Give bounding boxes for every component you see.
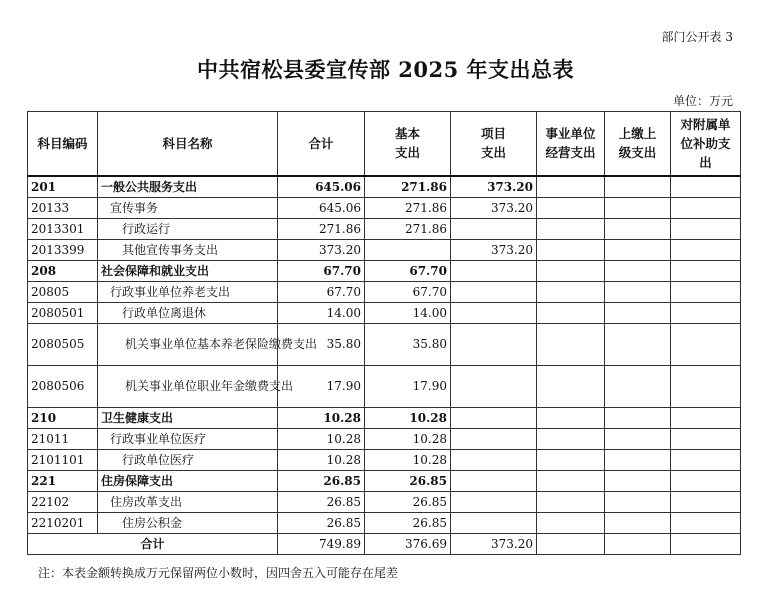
cell-upper: [605, 260, 671, 281]
header-total: 合计: [278, 112, 365, 176]
unit-label: 单位：万元: [672, 94, 733, 108]
cell-name: 社会保障和就业支出: [98, 260, 278, 281]
cell-name: 行政单位医疗: [98, 449, 278, 470]
cell-name: 行政单位离退休: [98, 302, 278, 323]
cell-basic: 14.00: [365, 302, 451, 323]
cell-total: 35.80: [278, 323, 365, 365]
header-code: 科目编码: [28, 112, 98, 176]
cell-upper: [605, 449, 671, 470]
cell-subsidy: [671, 470, 741, 491]
table-row: [28, 365, 741, 407]
cell-total: 10.28: [278, 428, 365, 449]
cell-total: 645.06: [278, 197, 365, 218]
cell-code: 2101101: [28, 449, 98, 470]
cell-subsidy: [671, 533, 741, 554]
cell-code: 2080505: [28, 323, 98, 365]
cell-basic: 26.85: [365, 491, 451, 512]
table-row: [28, 323, 741, 365]
cell-total: 17.90: [278, 365, 365, 407]
table-row: [28, 176, 741, 198]
cell-business: [537, 407, 605, 428]
cell-upper: [605, 197, 671, 218]
form-number: 部门公开表 3: [661, 30, 733, 44]
cell-upper: [605, 323, 671, 365]
cell-code: 201: [28, 176, 98, 198]
cell-subsidy: [671, 281, 741, 302]
cell-business: [537, 491, 605, 512]
cell-project: [451, 470, 537, 491]
cell-subsidy: [671, 428, 741, 449]
cell-business: [537, 281, 605, 302]
cell-code: 21011: [28, 428, 98, 449]
cell-subsidy: [671, 176, 741, 198]
cell-code: 22102: [28, 491, 98, 512]
cell-project: [451, 407, 537, 428]
cell-name: 行政事业单位养老支出: [98, 281, 278, 302]
cell-project: [451, 260, 537, 281]
table-body: [28, 176, 741, 555]
cell-project: [451, 302, 537, 323]
cell-project: [451, 491, 537, 512]
cell-total: 10.28: [278, 407, 365, 428]
cell-upper: [605, 365, 671, 407]
cell-business: [537, 218, 605, 239]
cell-name: 住房公积金: [98, 512, 278, 533]
cell-business: [537, 260, 605, 281]
cell-project: [451, 281, 537, 302]
cell-basic: 271.86: [365, 197, 451, 218]
cell-subsidy: [671, 197, 741, 218]
cell-code: 2080501: [28, 302, 98, 323]
cell-business: [537, 239, 605, 260]
cell-code: 210: [28, 407, 98, 428]
cell-name: 住房保障支出: [98, 470, 278, 491]
cell-basic: 35.80: [365, 323, 451, 365]
cell-code: 2080506: [28, 365, 98, 407]
cell-basic: [365, 239, 451, 260]
cell-basic: 271.86: [365, 176, 451, 198]
cell-subsidy: [671, 512, 741, 533]
table-row: [28, 281, 741, 302]
table-row: [28, 197, 741, 218]
cell-project: [451, 218, 537, 239]
cell-name: 机关事业单位职业年金缴费支出: [98, 365, 278, 407]
cell-project: [451, 428, 537, 449]
cell-basic: 26.85: [365, 470, 451, 491]
header-upper: 上缴上 级支出: [605, 112, 671, 176]
cell-subsidy: [671, 323, 741, 365]
cell-subsidy: [671, 239, 741, 260]
header-name: 科目名称: [98, 112, 278, 176]
cell-upper: [605, 302, 671, 323]
cell-upper: [605, 239, 671, 260]
cell-name: 机关事业单位基本养老保险缴费支出: [98, 323, 278, 365]
table-row: [28, 470, 741, 491]
cell-name: 其他宣传事务支出: [98, 239, 278, 260]
cell-business: [537, 449, 605, 470]
cell-subsidy: [671, 302, 741, 323]
cell-business: [537, 470, 605, 491]
cell-code: 2013399: [28, 239, 98, 260]
cell-total: 67.70: [278, 260, 365, 281]
cell-business: [537, 197, 605, 218]
cell-name: 宣传事务: [98, 197, 278, 218]
total-basic: 376.69: [365, 533, 451, 554]
header-subsidy: 对附属单 位补助支 出: [671, 112, 741, 176]
cell-code: 2013301: [28, 218, 98, 239]
header-business: 事业单位 经营支出: [537, 112, 605, 176]
table-row: [28, 218, 741, 239]
cell-total: 10.28: [278, 449, 365, 470]
cell-basic: 10.28: [365, 449, 451, 470]
cell-project: [451, 323, 537, 365]
cell-code: 208: [28, 260, 98, 281]
cell-upper: [605, 470, 671, 491]
cell-subsidy: [671, 491, 741, 512]
cell-project: [451, 365, 537, 407]
total-amount: 749.89: [278, 533, 365, 554]
cell-subsidy: [671, 407, 741, 428]
cell-project: 373.20: [451, 197, 537, 218]
table-row: [28, 512, 741, 533]
cell-total: 67.70: [278, 281, 365, 302]
cell-name: 住房改革支出: [98, 491, 278, 512]
cell-code: 20805: [28, 281, 98, 302]
cell-upper: [605, 512, 671, 533]
table-row: [28, 491, 741, 512]
cell-upper: [605, 491, 671, 512]
cell-subsidy: [671, 218, 741, 239]
cell-total: 26.85: [278, 491, 365, 512]
total-project: 373.20: [451, 533, 537, 554]
cell-basic: 26.85: [365, 512, 451, 533]
cell-basic: 67.70: [365, 260, 451, 281]
header-basic: 基本 支出: [365, 112, 451, 176]
cell-basic: 10.28: [365, 428, 451, 449]
cell-code: 2210201: [28, 512, 98, 533]
cell-upper: [605, 176, 671, 198]
page-title: 中共宿松县委宣传部 2025 年支出总表: [196, 57, 575, 82]
table-row: [28, 407, 741, 428]
expenditure-table: [27, 111, 741, 555]
cell-code: 221: [28, 470, 98, 491]
cell-code: 20133: [28, 197, 98, 218]
cell-upper: [605, 428, 671, 449]
cell-project: [451, 449, 537, 470]
cell-business: [537, 365, 605, 407]
cell-total: 26.85: [278, 512, 365, 533]
cell-total: 373.20: [278, 239, 365, 260]
cell-upper: [605, 281, 671, 302]
cell-business: [537, 323, 605, 365]
cell-subsidy: [671, 449, 741, 470]
cell-project: 373.20: [451, 239, 537, 260]
cell-name: 行政事业单位医疗: [98, 428, 278, 449]
table-row: [28, 428, 741, 449]
table-row: [28, 239, 741, 260]
cell-business: [537, 176, 605, 198]
table-row: [28, 260, 741, 281]
cell-business: [537, 428, 605, 449]
cell-name: 行政运行: [98, 218, 278, 239]
cell-total: 271.86: [278, 218, 365, 239]
cell-business: [537, 302, 605, 323]
cell-project: [451, 512, 537, 533]
cell-name: 卫生健康支出: [98, 407, 278, 428]
cell-basic: 17.90: [365, 365, 451, 407]
cell-subsidy: [671, 260, 741, 281]
total-label: 合计: [28, 533, 278, 554]
cell-basic: 271.86: [365, 218, 451, 239]
cell-total: 14.00: [278, 302, 365, 323]
cell-basic: 67.70: [365, 281, 451, 302]
cell-total: 645.06: [278, 176, 365, 198]
cell-business: [537, 533, 605, 554]
cell-upper: [605, 407, 671, 428]
table-row: [28, 302, 741, 323]
cell-business: [537, 512, 605, 533]
header-project: 项目 支出: [451, 112, 537, 176]
table-header-row: [28, 112, 741, 176]
cell-subsidy: [671, 365, 741, 407]
cell-total: 26.85: [278, 470, 365, 491]
table-row: [28, 449, 741, 470]
cell-upper: [605, 218, 671, 239]
footnote: 注：本表金额转换成万元保留两位小数时，因四舍五入可能存在尾差: [38, 566, 399, 580]
cell-name: 一般公共服务支出: [98, 176, 278, 198]
cell-project: 373.20: [451, 176, 537, 198]
cell-basic: 10.28: [365, 407, 451, 428]
total-row: [28, 533, 741, 554]
cell-upper: [605, 533, 671, 554]
